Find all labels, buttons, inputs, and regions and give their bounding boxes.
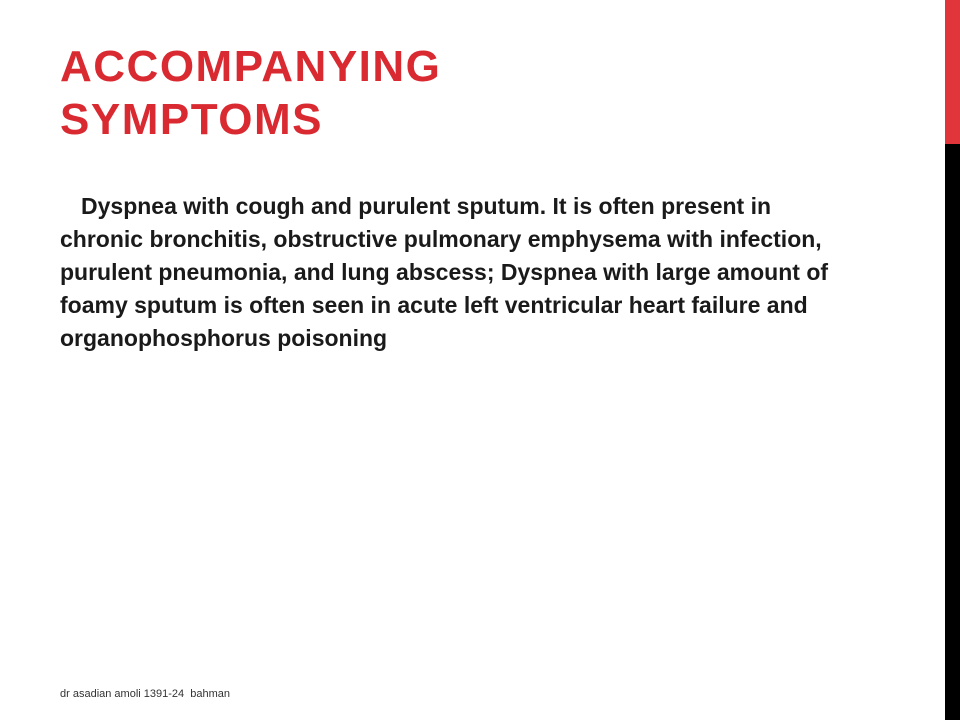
slide-footer: dr asadian amoli 1391-24 bahman (60, 688, 231, 700)
slide-title-line-2: SYMPTOMS (60, 95, 324, 144)
slide-title-line-1: ACCOMPANYING (60, 42, 442, 91)
slide-body-text: Dyspnea with cough and purulent sputum. It is often present in chronic bronchitis, obstructive pulmonary emphysema with infection, purulent pneumonia, and lung abscess; Dyspnea with large amount of foamy sputum is often seen in acute left ventricular heart failure and organophosphorus poisoning (60, 193, 829, 351)
side-accent-bar-red (945, 0, 960, 144)
slide-title (60, 40, 920, 146)
